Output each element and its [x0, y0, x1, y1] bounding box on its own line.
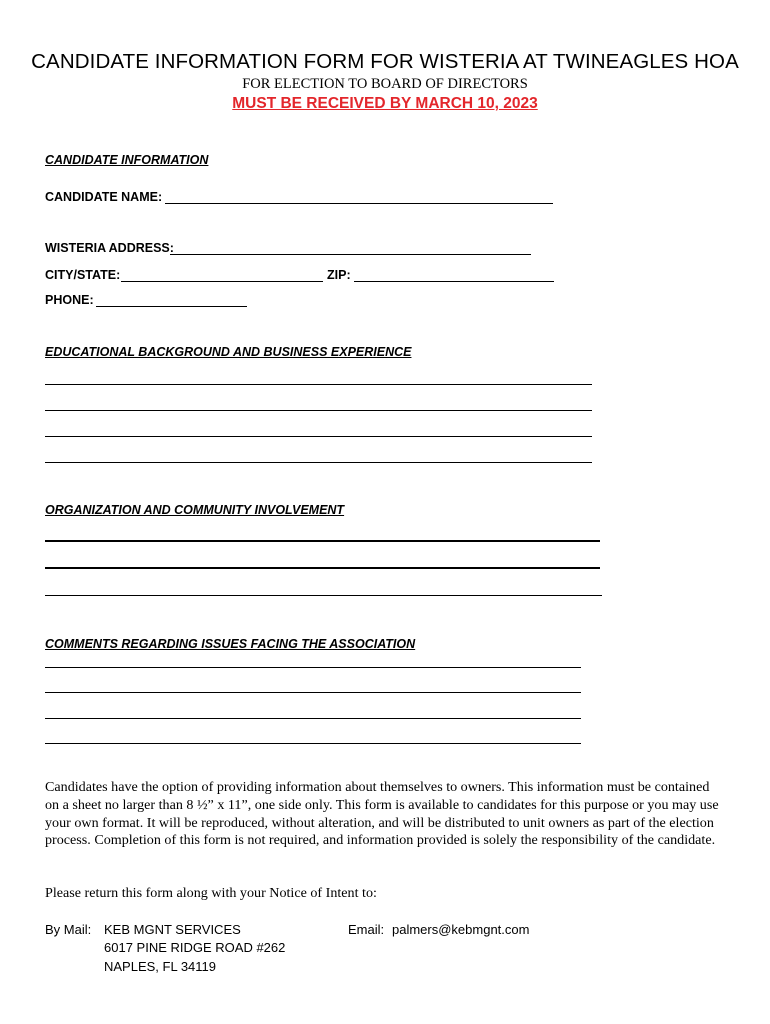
zip-label: ZIP:	[327, 268, 351, 282]
community-line[interactable]	[45, 595, 602, 596]
community-line[interactable]	[45, 540, 600, 542]
city-state-label: CITY/STATE:	[45, 268, 121, 282]
community-heading: ORGANIZATION AND COMMUNITY INVOLVEMENT	[45, 503, 345, 517]
wisteria-address-field[interactable]	[170, 254, 531, 255]
city-state-field[interactable]	[121, 281, 323, 282]
comments-line[interactable]	[45, 743, 581, 744]
education-line[interactable]	[45, 410, 592, 411]
phone-field[interactable]	[96, 306, 247, 307]
phone-label: PHONE:	[45, 293, 94, 307]
form-subtitle: FOR ELECTION TO BOARD OF DIRECTORS	[242, 76, 528, 92]
email-label: Email:	[348, 922, 385, 937]
deadline-notice: MUST BE RECEIVED BY MARCH 10, 2023	[232, 95, 538, 112]
education-heading: EDUCATIONAL BACKGROUND AND BUSINESS EXPERIENCE	[45, 345, 412, 359]
education-line[interactable]	[45, 436, 592, 437]
mail-street: 6017 PINE RIDGE ROAD #262	[104, 940, 286, 955]
education-line[interactable]	[45, 462, 592, 463]
education-line[interactable]	[45, 384, 592, 385]
wisteria-address-label: WISTERIA ADDRESS:	[45, 241, 174, 255]
comments-heading: COMMENTS REGARDING ISSUES FACING THE ASSOCIATION	[45, 637, 416, 651]
email-address[interactable]: palmers@kebmgnt.com	[392, 922, 530, 937]
form-title: CANDIDATE INFORMATION FORM FOR WISTERIA AT TWINEAGLES HOA	[31, 50, 739, 73]
return-instructions: Please return this form along with your Notice of Intent to:	[45, 885, 377, 901]
mail-company: KEB MGNT SERVICES	[104, 922, 241, 937]
comments-line[interactable]	[45, 667, 581, 668]
comments-line[interactable]	[45, 692, 581, 693]
candidate-info-heading: CANDIDATE INFORMATION	[45, 153, 209, 167]
instructions-paragraph: Candidates have the option of providing information about themselves to owners. This information must be contained on a sheet no larger than 8 ½” x 11”, one side only. This form is available to candidates for this purpose or you may use your own format. It will be reproduced, without alteration, and will be distributed to unit owners as part of the election process. Completion of this form is not required, and information provided is solely the responsibility of the candidate.	[45, 779, 719, 849]
mail-city: NAPLES, FL 34119	[104, 959, 217, 974]
mail-label: By Mail:	[45, 922, 92, 937]
zip-field[interactable]	[354, 281, 554, 282]
candidate-name-label: CANDIDATE NAME:	[45, 190, 163, 204]
comments-line[interactable]	[45, 718, 581, 719]
candidate-name-field[interactable]	[165, 203, 553, 204]
community-line[interactable]	[45, 567, 600, 569]
